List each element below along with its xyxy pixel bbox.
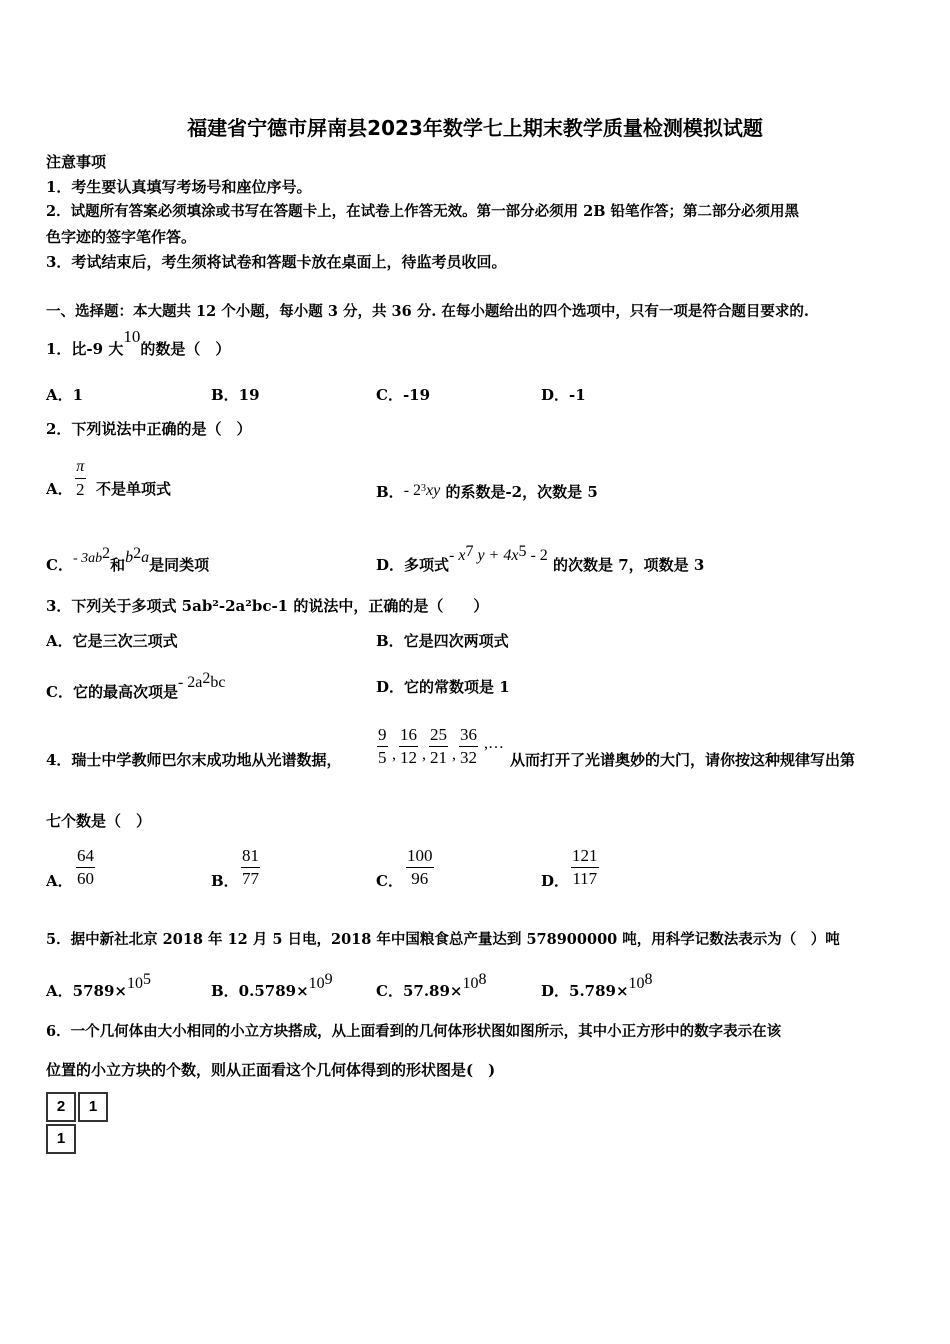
q6-stem-line2: 位置的小立方块的个数，则从正面看这个几何体得到的形状图是( ) — [46, 1061, 496, 1079]
q1-stem — [46, 327, 231, 359]
q4-option-c-label: C． — [376, 872, 403, 890]
q4-comma: , — [392, 746, 396, 763]
q6-stem-line1: 6．一个几何体由大小相同的小立方块搭成，从上面看到的几何体形状图如图所示，其中小正方形中的数字表示在该 — [46, 1023, 782, 1040]
q3-c-math2: bc — [210, 674, 226, 691]
q4-ellipsis — [484, 734, 504, 754]
q3-stem: 3．下列关于多项式 5ab²-2a²bc-1 的说法中，正确的是（ ） — [46, 597, 489, 615]
q2-b-math: - 2 — [403, 482, 422, 499]
q4-frac-num: 9 — [378, 725, 387, 744]
q4-option-den: 60 — [77, 869, 94, 888]
q4-frac-num: 25 — [430, 725, 447, 744]
q2-c-label: C． — [46, 556, 73, 574]
notice-item: 1．考生要认真填写考场号和座位序号。 — [46, 178, 312, 196]
q4-option-b-label: B． — [211, 872, 239, 890]
page-title: 福建省宁德市屏南县2023年数学七上期末教学质量检测模拟试题 — [187, 116, 763, 140]
q2-option-c — [46, 545, 210, 577]
q4-frac-den: 32 — [460, 748, 477, 767]
q2-c-math2: b — [125, 549, 134, 566]
q4-option-num: 100 — [407, 846, 433, 865]
q2-option-a-label: A． — [46, 480, 73, 498]
q2-d-s1: 7 — [465, 543, 474, 560]
q5-option-base: 10 — [126, 975, 143, 992]
q2-b-label: B． — [376, 483, 404, 501]
q4-option-b-fraction — [241, 845, 260, 890]
q2-c-math2b: a — [141, 549, 150, 566]
q2-b-sup: 3 — [421, 483, 427, 494]
q4-option-den: 117 — [572, 869, 598, 888]
q4-frac — [377, 724, 388, 769]
q1-option-a: A．1 — [46, 386, 84, 404]
q4-option-num: 64 — [77, 846, 94, 865]
q4-comma: , — [452, 746, 456, 763]
notice-item: 2．试题所有答案必须填涂或书写在答题卡上，在试卷上作答无效。第一部分必须用 2B 铅笔作答；第二部分必须用黑 — [46, 203, 800, 220]
q2-d-m2: y + 4x — [473, 547, 519, 564]
q4-option-d-fraction — [571, 845, 599, 890]
q5-option-c — [376, 971, 487, 1002]
q4-frac-num: 36 — [460, 725, 477, 744]
q2-c-sup1: 2 — [102, 545, 111, 562]
q5-option-exp: 8 — [478, 971, 487, 988]
q4-option-den: 77 — [242, 869, 259, 888]
q2-b-var: xy — [426, 482, 441, 499]
q3-option-c — [46, 670, 226, 703]
q4-stem-line2: 七个数是（ ） — [46, 812, 152, 830]
q3-option-d: D．它的常数项是 1 — [376, 678, 510, 696]
q4-option-num: 121 — [572, 846, 598, 865]
q3-option-a: A．它是三次三项式 — [46, 632, 178, 650]
q2-option-d — [376, 543, 705, 576]
q3-c-math: - 2a — [177, 674, 203, 691]
q4-comma: , — [422, 746, 426, 763]
q5-option-exp: 9 — [324, 971, 333, 988]
q4-frac-den: 5 — [378, 748, 387, 767]
q4-frac-den: 21 — [430, 748, 447, 767]
q5-option-label: B．0.5789× — [211, 982, 309, 1000]
q1-option-b: B．19 — [211, 386, 260, 404]
q2-option-a-text: 不是单项式 — [96, 480, 172, 498]
q4-frac — [399, 724, 418, 769]
q2-option-b — [376, 479, 598, 503]
grid-cell: 1 — [46, 1124, 76, 1154]
q3-c-sup: 2 — [202, 670, 211, 687]
q4-option-den: 96 — [406, 867, 434, 890]
q2-d-label: D．多项式 — [376, 556, 450, 574]
q4-option-c-fraction — [406, 845, 434, 890]
q2-a-den: 2 — [76, 480, 85, 499]
q5-option-base: 10 — [462, 975, 479, 992]
q2-stem: 2．下列说法中正确的是（ ） — [46, 420, 252, 438]
q1-stem-pre: 1．比-9 大 — [46, 340, 124, 358]
q5-stem: 5．据中新社北京 2018 年 12 月 5 日电，2018 年中国粮食总产量达到 578900000 吨，用科学记数法表示为（ ）吨 — [46, 931, 840, 948]
q4-option-a-label: A． — [46, 872, 73, 890]
q5-option-base: 10 — [628, 975, 645, 992]
q4-frac-den: 12 — [400, 748, 417, 767]
q2-c-sup2: 2 — [133, 545, 142, 562]
grid-cell: 1 — [78, 1092, 108, 1122]
q1-stem-post: 的数是（ ） — [140, 340, 231, 358]
q4-frac-num: 16 — [400, 725, 417, 744]
notice-heading: 注意事项 — [46, 153, 107, 171]
q4-stem-post: 从而打开了光谱奥妙的大门，请你按这种规律写出第 — [510, 751, 856, 769]
q1-option-c: C．-19 — [376, 386, 431, 404]
q2-d-text: 的次数是 7，项数是 3 — [553, 556, 705, 574]
q2-d-s2: 5 — [518, 543, 527, 560]
q2-c-mid: 和 — [110, 556, 126, 574]
q1-option-d: D．-1 — [541, 386, 586, 404]
q2-c-text: 是同类项 — [149, 556, 210, 574]
q5-option-a — [46, 971, 151, 1002]
notice-item: 3．考试结束后，考生须将试卷和答题卡放在桌面上，待监考员收回。 — [46, 253, 507, 271]
q2-d-m3: - 2 — [526, 547, 548, 564]
q5-option-label: D．5.789× — [541, 982, 629, 1000]
q5-option-label: C．57.89× — [376, 982, 463, 1000]
q5-option-d — [541, 971, 653, 1002]
q5-option-exp: 5 — [142, 971, 151, 988]
q4-option-num: 81 — [242, 846, 259, 865]
q1-sup: 10 — [123, 327, 141, 346]
grid-cell: 2 — [46, 1092, 76, 1122]
q3-option-b: B．它是四次两项式 — [376, 632, 509, 650]
section-heading: 一、选择题：本大题共 12 个小题，每小题 3 分，共 36 分. 在每小题给出的四个选项中，只有一项是符合题目要求的. — [46, 303, 809, 320]
q4-frac — [459, 724, 478, 769]
q2-a-num: π — [76, 458, 85, 475]
q4-stem-pre: 4．瑞士中学教师巴尔末成功地从光谱数据， — [46, 751, 342, 769]
q5-option-exp: 8 — [644, 971, 653, 988]
q4-option-a-fraction — [76, 845, 95, 890]
q5-option-base: 10 — [308, 975, 325, 992]
q4-comma: , — [484, 735, 488, 752]
q5-option-b — [211, 971, 333, 1002]
notice-item: 色字迹的签字笔作答。 — [46, 228, 197, 246]
q2-c-math1: - 3ab — [72, 551, 103, 566]
q4-frac — [429, 724, 448, 769]
q4-option-d-label: D． — [541, 872, 570, 890]
q5-option-label: A．5789× — [46, 982, 127, 1000]
q3-c-label: C．它的最高次项是 — [46, 683, 178, 701]
q4-ellipsis-dots: … — [488, 735, 504, 752]
q2-d-m1: - x — [449, 547, 466, 564]
q2-b-text: 的系数是-2，次数是 5 — [445, 483, 598, 501]
q2-a-fraction — [75, 456, 86, 501]
